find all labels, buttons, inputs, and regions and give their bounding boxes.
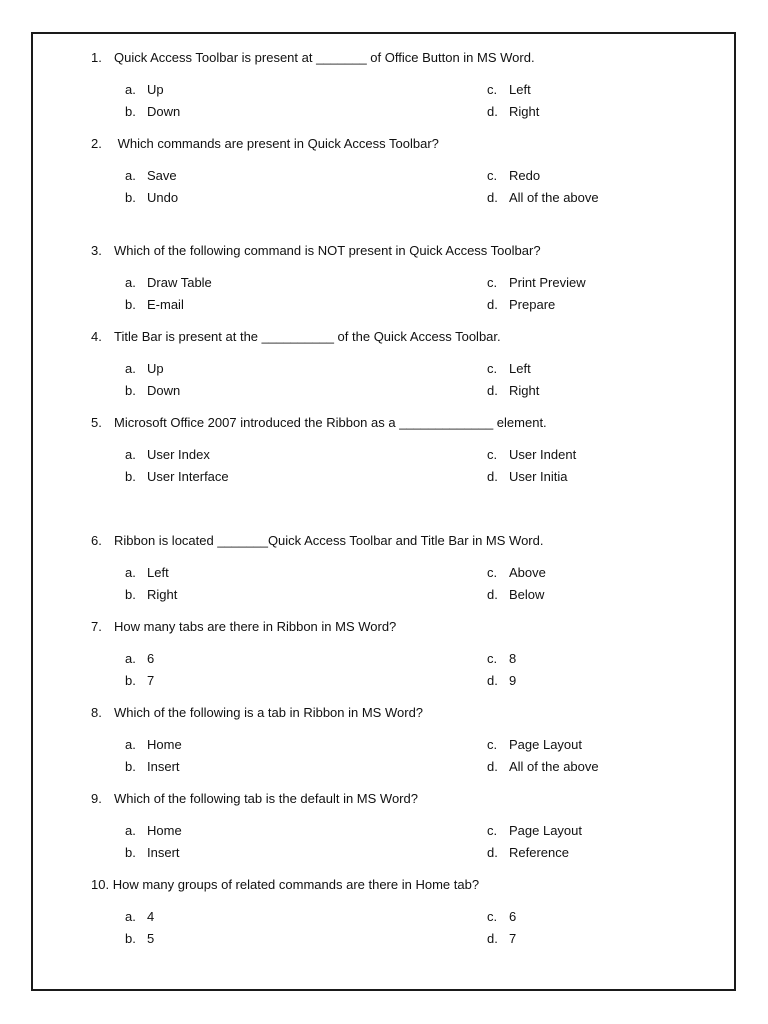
- option-b: [125, 297, 184, 313]
- option-letter: d.: [487, 759, 498, 774]
- option-letter: b.: [125, 673, 136, 688]
- option-letter: b.: [125, 931, 136, 946]
- option-letter: a.: [125, 82, 136, 97]
- option-d: [487, 469, 568, 485]
- option-letter: c.: [487, 361, 498, 376]
- option-letter: d.: [487, 469, 498, 484]
- option-text: 6: [147, 651, 155, 666]
- option-text: Prepare: [509, 297, 556, 312]
- option-text: All of the above: [509, 190, 599, 205]
- option-letter: b.: [125, 297, 136, 312]
- option-a: [125, 737, 182, 753]
- option-d: [487, 673, 516, 689]
- question-prompt: Quick Access Toolbar is present at _______ of Office Button in MS Word.: [114, 50, 535, 65]
- option-text: User Indent: [509, 447, 577, 462]
- option-text: Below: [509, 587, 545, 602]
- option-a: [125, 82, 164, 98]
- question-number: 3.: [91, 243, 102, 258]
- option-text: Right: [509, 104, 540, 119]
- option-text: Up: [147, 82, 164, 97]
- option-letter: a.: [125, 447, 136, 462]
- option-text: User Index: [147, 447, 210, 462]
- option-a: [125, 361, 164, 377]
- option-letter: c.: [487, 275, 498, 290]
- option-b: [125, 845, 180, 861]
- option-text: Up: [147, 361, 164, 376]
- option-c: [487, 909, 516, 925]
- option-b: [125, 673, 154, 689]
- option-b: [125, 587, 177, 603]
- question-text: [91, 533, 543, 549]
- option-d: [487, 383, 539, 399]
- option-b: [125, 104, 180, 120]
- option-text: 9: [509, 673, 517, 688]
- question-prompt: Which of the following tab is the default in MS Word?: [114, 791, 418, 806]
- option-letter: b.: [125, 759, 136, 774]
- option-text: Print Preview: [509, 275, 586, 290]
- option-letter: b.: [125, 587, 136, 602]
- option-c: [487, 447, 576, 463]
- option-text: 7: [147, 673, 155, 688]
- option-c: [487, 361, 531, 377]
- option-letter: d.: [487, 587, 498, 602]
- option-c: [487, 823, 582, 839]
- option-a: [125, 168, 177, 184]
- option-letter: d.: [487, 104, 498, 119]
- option-text: Down: [147, 104, 181, 119]
- question-number: 8.: [91, 705, 102, 720]
- option-letter: b.: [125, 104, 136, 119]
- option-a: [125, 565, 169, 581]
- option-letter: b.: [125, 190, 136, 205]
- option-c: [487, 651, 516, 667]
- question-text: [91, 791, 418, 807]
- question-text: [91, 877, 479, 893]
- option-text: 5: [147, 931, 155, 946]
- question-prompt: Which of the following is a tab in Ribbon in MS Word?: [114, 705, 424, 720]
- option-letter: b.: [125, 383, 136, 398]
- option-letter: a.: [125, 168, 136, 183]
- question-text: [91, 329, 501, 345]
- option-a: [125, 447, 210, 463]
- option-text: Left: [509, 361, 531, 376]
- option-a: [125, 823, 182, 839]
- option-d: [487, 759, 599, 775]
- option-text: Insert: [147, 759, 180, 774]
- option-letter: c.: [487, 168, 498, 183]
- option-text: Undo: [147, 190, 179, 205]
- question-prompt: Which commands are present in Quick Access Toolbar?: [114, 136, 439, 151]
- option-letter: a.: [125, 737, 136, 752]
- question-number: 9.: [91, 791, 102, 806]
- option-d: [487, 297, 555, 313]
- option-letter: c.: [487, 565, 498, 580]
- question-prompt: How many groups of related commands are there in Home tab?: [112, 877, 480, 892]
- option-text: Reference: [509, 845, 569, 860]
- option-a: [125, 909, 154, 925]
- option-text: Left: [147, 565, 169, 580]
- question-text: [91, 619, 396, 635]
- question-text: [91, 243, 541, 259]
- option-letter: d.: [487, 931, 498, 946]
- option-b: [125, 190, 178, 206]
- option-letter: a.: [125, 565, 136, 580]
- option-c: [487, 565, 546, 581]
- option-d: [487, 845, 569, 861]
- option-text: E-mail: [147, 297, 184, 312]
- option-d: [487, 587, 544, 603]
- question-prompt: Which of the following command is NOT present in Quick Access Toolbar?: [114, 243, 541, 258]
- option-text: Page Layout: [509, 737, 583, 752]
- option-letter: a.: [125, 361, 136, 376]
- option-letter: a.: [125, 651, 136, 666]
- option-text: Down: [147, 383, 181, 398]
- question-prompt: Title Bar is present at the __________ of the Quick Access Toolbar.: [114, 329, 501, 344]
- question-text: [91, 136, 439, 152]
- option-letter: d.: [487, 383, 498, 398]
- question-prompt: Microsoft Office 2007 introduced the Ribbon as a _____________ element.: [114, 415, 547, 430]
- question-number: 6.: [91, 533, 102, 548]
- option-letter: b.: [125, 845, 136, 860]
- question-text: [91, 415, 547, 431]
- option-text: Draw Table: [147, 275, 212, 290]
- option-letter: a.: [125, 275, 136, 290]
- option-text: Right: [147, 587, 178, 602]
- option-c: [487, 275, 586, 291]
- option-text: Left: [509, 82, 531, 97]
- option-d: [487, 190, 599, 206]
- question-number: 10.: [91, 877, 110, 892]
- option-a: [125, 275, 212, 291]
- option-b: [125, 931, 154, 947]
- option-text: All of the above: [509, 759, 599, 774]
- option-text: Home: [147, 737, 182, 752]
- option-letter: c.: [487, 82, 498, 97]
- option-text: Save: [147, 168, 177, 183]
- option-letter: b.: [125, 469, 136, 484]
- option-text: Home: [147, 823, 182, 838]
- question-number: 1.: [91, 50, 102, 65]
- option-b: [125, 469, 229, 485]
- option-letter: c.: [487, 909, 498, 924]
- option-letter: d.: [487, 190, 498, 205]
- option-text: User Initia: [509, 469, 568, 484]
- option-text: 8: [509, 651, 517, 666]
- option-c: [487, 82, 531, 98]
- option-letter: a.: [125, 909, 136, 924]
- option-letter: d.: [487, 845, 498, 860]
- question-text: [91, 50, 535, 66]
- question-number: 7.: [91, 619, 102, 634]
- option-letter: c.: [487, 651, 498, 666]
- option-text: 6: [509, 909, 517, 924]
- option-text: Redo: [509, 168, 541, 183]
- question-number: 4.: [91, 329, 102, 344]
- question-prompt: How many tabs are there in Ribbon in MS Word?: [114, 619, 397, 634]
- option-b: [125, 383, 180, 399]
- option-letter: a.: [125, 823, 136, 838]
- option-letter: c.: [487, 823, 498, 838]
- option-text: Insert: [147, 845, 180, 860]
- option-c: [487, 737, 582, 753]
- question-prompt: Ribbon is located _______Quick Access Toolbar and Title Bar in MS Word.: [114, 533, 544, 548]
- option-letter: d.: [487, 297, 498, 312]
- question-text: [91, 705, 423, 721]
- question-number: 5.: [91, 415, 102, 430]
- question-number: 2.: [91, 136, 102, 151]
- worksheet-page: [31, 32, 736, 991]
- option-d: [487, 104, 539, 120]
- option-letter: c.: [487, 737, 498, 752]
- option-text: Right: [509, 383, 540, 398]
- option-letter: c.: [487, 447, 498, 462]
- option-text: Above: [509, 565, 546, 580]
- option-text: Page Layout: [509, 823, 583, 838]
- option-text: User Interface: [147, 469, 229, 484]
- option-text: 7: [509, 931, 517, 946]
- option-c: [487, 168, 540, 184]
- option-b: [125, 759, 180, 775]
- option-text: 4: [147, 909, 155, 924]
- option-letter: d.: [487, 673, 498, 688]
- option-a: [125, 651, 154, 667]
- option-d: [487, 931, 516, 947]
